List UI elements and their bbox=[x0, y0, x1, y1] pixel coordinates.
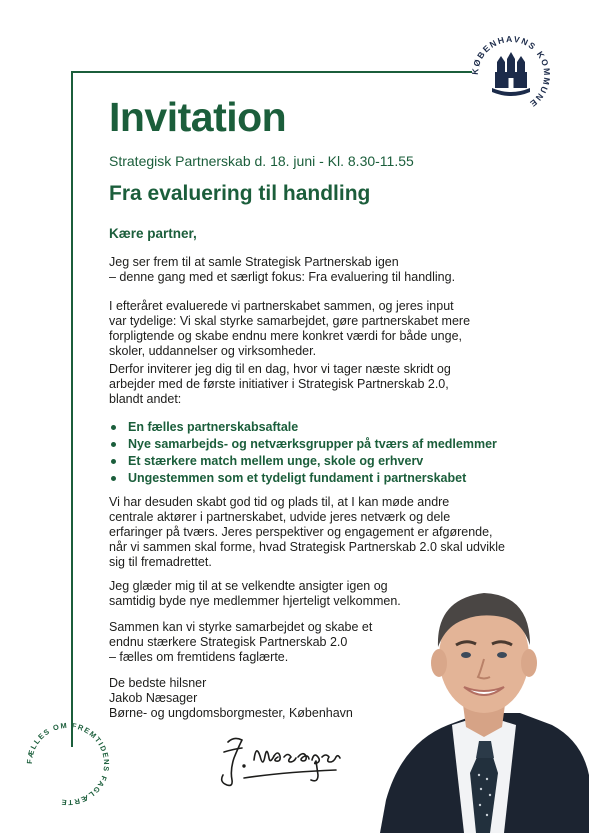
list-item: En fælles partnerskabsaftale bbox=[109, 419, 497, 436]
text-line: arbejder med de første initiativer i Strategisk Partnerskab 2.0, bbox=[109, 377, 449, 391]
frame-left-line bbox=[71, 71, 73, 747]
text-line: centrale aktører i partnerskabet, udvide jeres netværk og dele bbox=[109, 510, 451, 524]
paragraph-invitation bbox=[109, 362, 519, 407]
text-line: I efteråret evaluerede vi partnerskabet sammen, og jeres input bbox=[109, 299, 454, 313]
closing-regards: De bedste hilsner bbox=[109, 676, 207, 690]
text-line: blandt andet: bbox=[109, 392, 182, 406]
text-line: var tydelige: Vi skal styrke samarbejdet, gøre partnerskabet mere bbox=[109, 314, 471, 328]
greeting: Kære partner, bbox=[109, 226, 197, 241]
text-line: erfaringer på tværs. Jeres perspektiver og engagement er afgørende, bbox=[109, 525, 493, 539]
paragraph-evaluation bbox=[109, 299, 519, 359]
list-item: Et stærkere match mellem unge, skole og erhverv bbox=[109, 453, 497, 470]
svg-text:KØBENHAVNS KOMMUNE: KØBENHAVNS KOMMUNE bbox=[469, 33, 553, 110]
copenhagen-castle-icon bbox=[466, 30, 556, 120]
initiatives-list bbox=[109, 419, 497, 487]
text-line: Derfor inviterer jeg dig til en dag, hvor vi tager næste skridt og bbox=[109, 362, 451, 376]
text-line: Sammen kan vi styrke samarbejdet og skabe et bbox=[109, 620, 373, 634]
text-line: når vi sammen skal forme, hvad Strategisk Partnerskab 2.0 skal udvikle bbox=[109, 540, 506, 554]
text-line: – fælles om fremtidens faglærte. bbox=[109, 650, 289, 664]
faelles-om-fremtidens-faglaerte-badge bbox=[22, 718, 114, 810]
list-item: Ungestemmen som et tydeligt fundament i partnerskabet bbox=[109, 470, 497, 487]
list-item: Nye samarbejds- og netværksgrupper på tværs af medlemmer bbox=[109, 436, 497, 453]
text-line: sig til fremadrettet. bbox=[109, 555, 212, 569]
page-title: Invitation bbox=[109, 94, 287, 140]
svg-text:FÆLLES OM FREMTIDENS FAGLÆRTE: FÆLLES OM FREMTIDENS FAGLÆRTE bbox=[24, 720, 112, 808]
text-line: endnu stærkere Strategisk Partnerskab 2.0 bbox=[109, 635, 348, 649]
text-line: Jeg ser frem til at samle Strategisk Partnerskab igen bbox=[109, 255, 399, 269]
signatory-name: Jakob Næsager bbox=[109, 691, 198, 705]
text-line: forpligtende og skabe endnu mere konkret værdi for både unge, bbox=[109, 329, 463, 343]
text-line: samtidig byde nye medlemmer hjerteligt velkommen. bbox=[109, 594, 401, 608]
paragraph-intro bbox=[109, 255, 519, 285]
signatory-role: Børne- og ungdomsborgmester, København bbox=[109, 706, 353, 720]
paragraph-network bbox=[109, 495, 519, 570]
text-line: – denne gang med et særligt fokus: Fra evaluering til handling. bbox=[109, 270, 456, 284]
portrait-photo bbox=[380, 575, 589, 833]
frame-top-line bbox=[71, 71, 472, 73]
text-line: Vi har desuden skabt god tid og plads til, at I kan møde andre bbox=[109, 495, 450, 509]
event-subtitle: Strategisk Partnerskab d. 18. juni - Kl. 8.30-11.55 bbox=[109, 153, 414, 169]
signature bbox=[214, 730, 364, 796]
text-line: Jeg glæder mig til at se velkendte ansigter igen og bbox=[109, 579, 388, 593]
headline: Fra evaluering til handling bbox=[109, 182, 371, 205]
text-line: skoler, uddannelser og virksomheder. bbox=[109, 344, 317, 358]
